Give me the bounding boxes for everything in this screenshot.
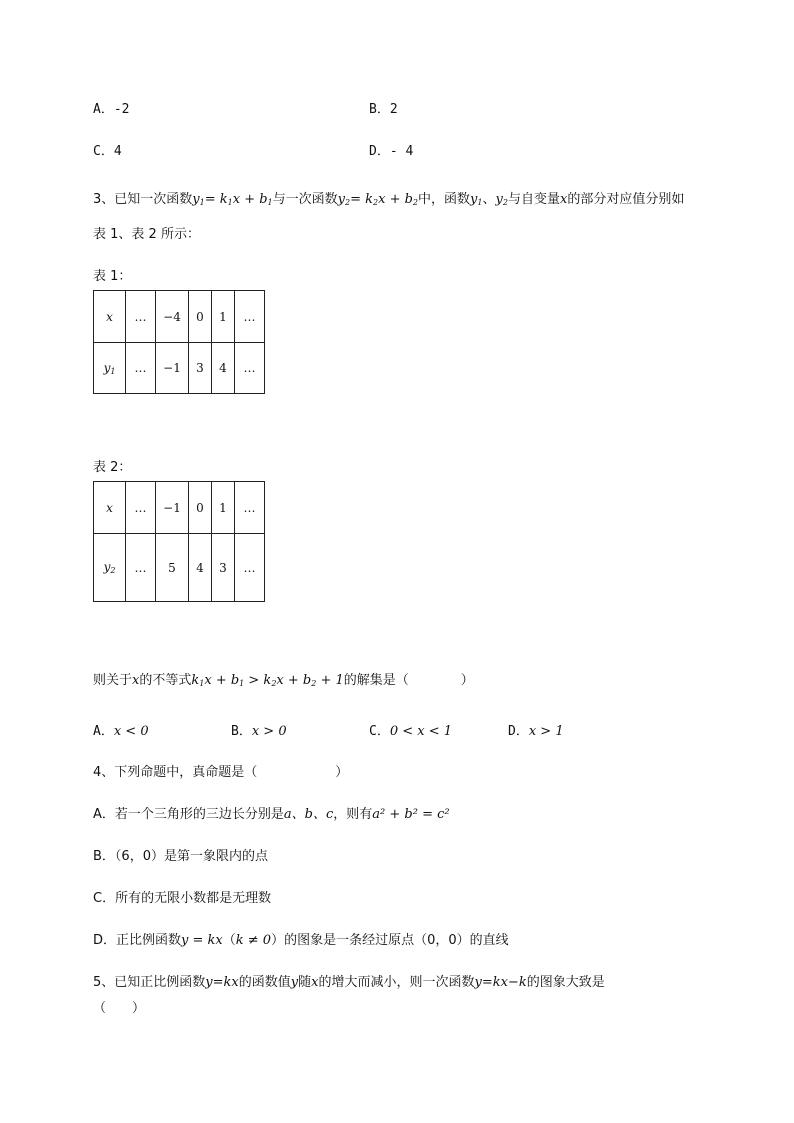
q3-text-1: 3、已知一次函数 bbox=[93, 192, 193, 207]
q3-option-a: A．x < 0 bbox=[93, 724, 149, 739]
q2-option-a: A．-2 bbox=[93, 102, 130, 117]
table1-cell: … bbox=[235, 291, 265, 343]
table1-cell: 0 bbox=[189, 291, 212, 343]
table2-cell: … bbox=[126, 534, 156, 602]
q3-eq2: $y_2= k_2x + b_2$ bbox=[337, 192, 419, 207]
q3-text-6: 的部分对应值分别如 bbox=[567, 192, 685, 207]
q3-text-2: 与一次函数 bbox=[272, 192, 338, 207]
table2-label: 表 2： bbox=[93, 460, 132, 475]
table2-cell: 1 bbox=[212, 482, 235, 534]
q4-option-b: B．（6，0）是第一象限内的点 bbox=[93, 849, 268, 864]
table1-cell: 4 bbox=[212, 343, 235, 394]
q3-eq1: $y_1= k_1x + b_1$ bbox=[192, 192, 273, 207]
q3-text-5: 与自变量 bbox=[507, 192, 560, 207]
table2-cell: … bbox=[126, 482, 156, 534]
q3-stem-line2: 表 1、表 2 所示： bbox=[93, 227, 200, 242]
q3-option-b: B．x > 0 bbox=[231, 724, 287, 739]
table2-cell: −1 bbox=[156, 482, 189, 534]
table2 bbox=[93, 481, 265, 602]
table1-cell: … bbox=[235, 343, 265, 394]
table2-cell: 4 bbox=[189, 534, 212, 602]
q3-option-d: D．x > 1 bbox=[508, 724, 564, 739]
q3-inequality: $k_1x + b_1 > k_2x + b_2 + 1$ bbox=[191, 673, 344, 688]
q4-option-d: D．正比例函数y = kx（k ≠ 0）的图象是一条经过原点（0，0）的直线 bbox=[93, 933, 509, 948]
table2-cell: 5 bbox=[156, 534, 189, 602]
table2-cell: 0 bbox=[189, 482, 212, 534]
q2-option-c: C．4 bbox=[93, 144, 122, 159]
q4-stem: 4、下列命题中，真命题是（ ） bbox=[93, 765, 349, 780]
table2-cell: … bbox=[235, 534, 265, 602]
q2-option-b: B．2 bbox=[369, 102, 398, 117]
q5-stem: 5、已知正比例函数y=kx的函数值y随x的增大而减小，则一次函数y=kx−k的图象大致是 bbox=[93, 975, 605, 990]
table2-head-y2: $y_2$ bbox=[94, 534, 126, 602]
table1-label: 表 1： bbox=[93, 269, 132, 284]
table1-cell: … bbox=[126, 343, 156, 394]
table1-cell: 3 bbox=[189, 343, 212, 394]
q4-option-c: C．所有的无限小数都是无理数 bbox=[93, 891, 272, 906]
q5-answer-paren: （ ） bbox=[93, 1001, 146, 1016]
table1-cell: 1 bbox=[212, 291, 235, 343]
q4-option-a: A．若一个三角形的三边长分别是a、b、c，则有a² + b² = c² bbox=[93, 807, 450, 822]
q3-option-c: C．0 < x < 1 bbox=[369, 724, 453, 739]
q3-text-3: 中，函数 bbox=[418, 192, 471, 207]
table1 bbox=[93, 290, 265, 394]
table1-head-x: x bbox=[94, 291, 126, 343]
table2-cell: … bbox=[235, 482, 265, 534]
table1-cell: … bbox=[126, 291, 156, 343]
table1-head-y1: $y_1$ bbox=[94, 343, 126, 394]
q2-option-d: D．- 4 bbox=[369, 144, 414, 159]
table2-head-x: x bbox=[94, 482, 126, 534]
q3-stem-line1: 3、已知一次函数$y_1= k_1x + b_1$与一次函数$y_2= k_2x + b_2$中，函数$y_1$、$y_2$与自变量x的部分对应值分别如 bbox=[93, 192, 685, 207]
q3-inequality-line: 则关于x的不等式$k_1x + b_1 > k_2x + b_2 + 1$的解集是（ ） bbox=[93, 673, 474, 688]
table1-cell: −1 bbox=[156, 343, 189, 394]
table2-cell: 3 bbox=[212, 534, 235, 602]
table1-cell: −4 bbox=[156, 291, 189, 343]
